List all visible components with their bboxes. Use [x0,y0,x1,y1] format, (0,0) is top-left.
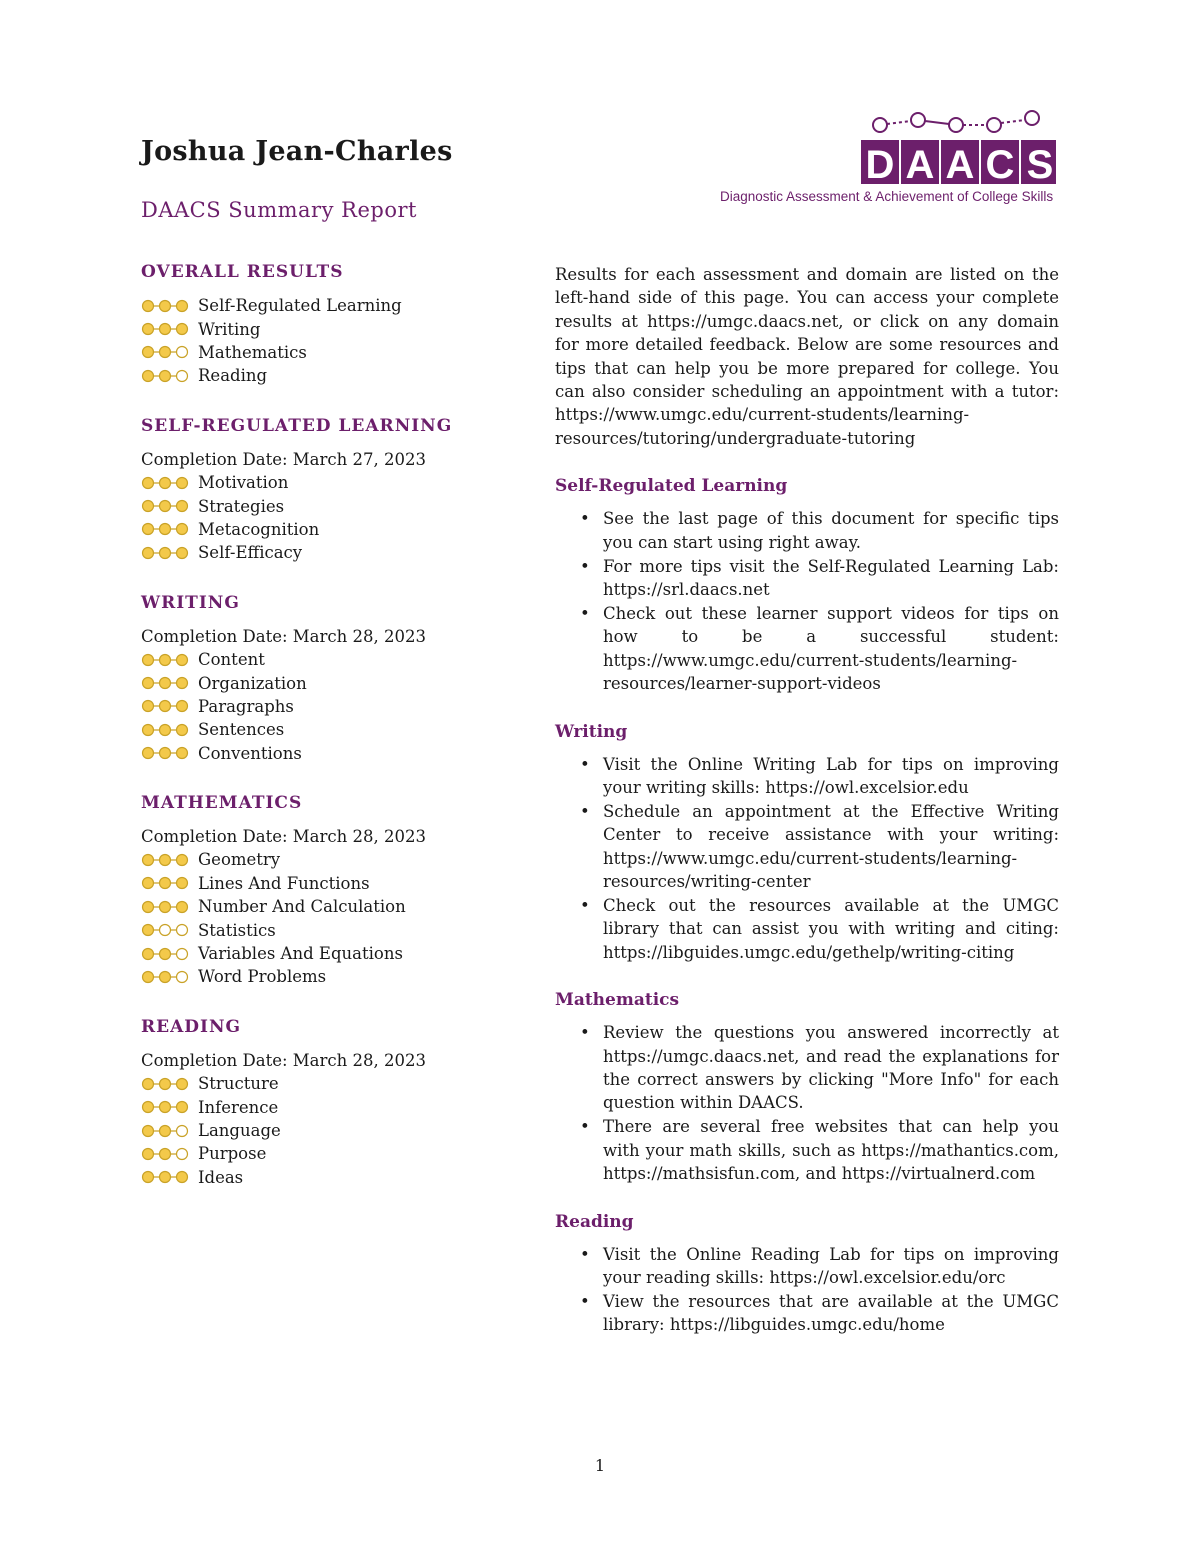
score-dots-icon [141,1124,189,1138]
score-dots-icon [141,900,189,914]
subdomain-list [141,1072,501,1189]
section-heading: READING [141,1016,242,1037]
logo-letter: S [1026,143,1054,187]
tip-item: • Review the questions you answered incorrectly at https://umgc.daacs.net, and read the explanations for the correct answers by clicking "More Info" for each question within DAACS. [555,1021,1059,1115]
score-item-label: Conventions [198,743,302,763]
section-heading: WRITING [141,592,240,613]
score-item[interactable] [141,341,501,364]
tips-list [555,1021,1059,1185]
logo-letter: D [865,143,895,187]
score-item[interactable] [141,742,501,765]
score-dots-icon [141,653,189,667]
score-item[interactable] [141,1072,501,1095]
score-item-label: Word Problems [198,967,327,987]
tips-heading: Writing [555,721,628,742]
score-item-label: Statistics [198,920,276,940]
subdomain-list [141,471,501,565]
score-item[interactable] [141,294,501,317]
score-item[interactable] [141,671,501,694]
score-dots-icon [141,699,189,713]
score-dots-icon [141,970,189,984]
score-dots-icon [141,546,189,560]
score-dots-icon [141,1147,189,1161]
score-dots-icon [141,676,189,690]
score-item[interactable] [141,648,501,671]
score-dots-icon [141,723,189,737]
score-dots-icon [141,746,189,760]
score-dots-icon [141,923,189,937]
overall-results-section [141,262,501,388]
score-item-label: Content [198,650,265,670]
score-item[interactable] [141,541,501,564]
score-dots-icon [141,476,189,490]
score-item-label: Reading [198,366,268,386]
tips-list [555,753,1059,965]
srl-section [141,416,501,565]
score-dots-icon [141,522,189,536]
completion-date: Completion Date: March 28, 2023 [141,626,426,646]
score-item-label: Geometry [198,850,281,870]
tip-item: • Schedule an appointment at the Effective Writing Center to receive assistance with your writing: https://www.umgc.edu/current-students/learning-resources/writing-center [555,800,1059,894]
reading-section [141,1017,501,1189]
completion-date: Completion Date: March 28, 2023 [141,826,426,846]
score-item[interactable] [141,695,501,718]
score-dots-icon [141,1100,189,1114]
score-item[interactable] [141,1166,501,1189]
results-column [141,262,501,1217]
score-item-label: Writing [198,319,261,339]
score-dots-icon [141,1170,189,1184]
score-item[interactable] [141,1119,501,1142]
score-item-label: Variables And Equations [198,944,403,964]
score-item[interactable] [141,918,501,941]
score-item[interactable] [141,1095,501,1118]
score-item[interactable] [141,518,501,541]
subdomain-list [141,648,501,765]
score-item-label: Language [198,1121,281,1141]
math-section [141,793,501,989]
logo-letter: C [985,143,1015,187]
tips-list [555,1243,1059,1337]
tips-heading: Reading [555,1211,634,1232]
score-dots-icon [141,345,189,359]
score-dots-icon [141,853,189,867]
resources-column [555,263,1059,1363]
score-dots-icon [141,947,189,961]
score-dots-icon [141,876,189,890]
tip-item: • Check out these learner support videos for tips on how to be a successful student: https://www.umgc.edu/current-students/learning-resources/learner-support-videos [555,602,1059,696]
tip-item: • Visit the Online Writing Lab for tips on improving your writing skills: https://owl.excelsior.edu [555,753,1059,800]
score-item[interactable] [141,364,501,387]
tip-item: • View the resources that are available at the UMGC library: https://libguides.umgc.edu/home [555,1290,1059,1337]
score-item-label: Mathematics [198,342,307,362]
score-item[interactable] [141,872,501,895]
score-item-label: Self-Efficacy [198,543,303,563]
score-item-label: Self-Regulated Learning [198,296,402,316]
section-heading: SELF-REGULATED LEARNING [141,415,453,436]
score-item-label: Sentences [198,720,285,740]
score-item[interactable] [141,718,501,741]
logo-tagline: Diagnostic Assessment & Achievement of College Skills [720,189,1054,204]
tip-item: • Visit the Online Reading Lab for tips on improving your reading skills: https://owl.excelsior.edu/orc [555,1243,1059,1290]
score-dots-icon [141,322,189,336]
score-item-label: Metacognition [198,519,320,539]
score-item-label: Ideas [198,1167,244,1187]
domain-list [141,294,501,388]
subdomain-list [141,848,501,988]
tips-heading: Mathematics [555,990,680,1011]
score-item[interactable] [141,317,501,340]
score-item-label: Organization [198,673,307,693]
tip-item: • There are several free websites that can help you with your math skills, such as https://mathantics.com, https://mathsisfun.com, and https://virtualnerd.com [555,1115,1059,1185]
writing-section [141,593,501,765]
score-item-label: Structure [198,1074,279,1094]
score-item[interactable] [141,471,501,494]
daacs-logo [716,104,1056,212]
tips-list [555,507,1059,695]
score-dots-icon [141,299,189,313]
report-title: DAACS Summary Report [141,198,417,222]
logo-letter: A [945,143,975,187]
score-item[interactable] [141,965,501,988]
score-item-label: Purpose [198,1144,267,1164]
completion-date: Completion Date: March 27, 2023 [141,449,426,469]
tips-container [555,476,1059,1336]
student-name: Joshua Jean-Charles [141,136,453,167]
score-item[interactable] [141,848,501,871]
score-item-label: Number And Calculation [198,897,406,917]
score-item-label: Motivation [198,473,289,493]
score-item-label: Paragraphs [198,696,294,716]
section-heading: OVERALL RESULTS [141,262,344,282]
score-item-label: Strategies [198,496,285,516]
tip-item: • Check out the resources available at the UMGC library that can assist you with writing and citing: https://libguides.umgc.edu/gethelp/writing-citing [555,894,1059,964]
tips-heading: Self-Regulated Learning [555,476,788,497]
score-dots-icon [141,369,189,383]
score-dots-icon [141,499,189,513]
score-item[interactable] [141,1142,501,1165]
tip-item: • See the last page of this document for specific tips you can start using right away. [555,507,1059,554]
section-heading: MATHEMATICS [141,792,303,813]
tip-item: • For more tips visit the Self-Regulated Learning Lab: https://srl.daacs.net [555,555,1059,602]
score-item-label: Lines And Functions [198,873,370,893]
logo-letter: A [905,143,935,187]
score-dots-icon [141,1077,189,1091]
completion-date: Completion Date: March 28, 2023 [141,1050,426,1070]
score-item-label: Inference [198,1097,279,1117]
intro-paragraph: Results for each assessment and domain are listed on the left-hand side of this page. You can access your complete results at https://umgc.daacs.net, or click on any domain for more detailed feedback. Below are some resources and tips that can help you be more prepared for college. You can also consider scheduling an appointment with a tutor: https://www.umgc.edu/current-students/learning-resources/tutoring/undergraduate-tutoring [555,265,1059,448]
score-item[interactable] [141,942,501,965]
score-item[interactable] [141,494,501,517]
score-item[interactable] [141,895,501,918]
page-number: 1 [594,1456,606,1475]
